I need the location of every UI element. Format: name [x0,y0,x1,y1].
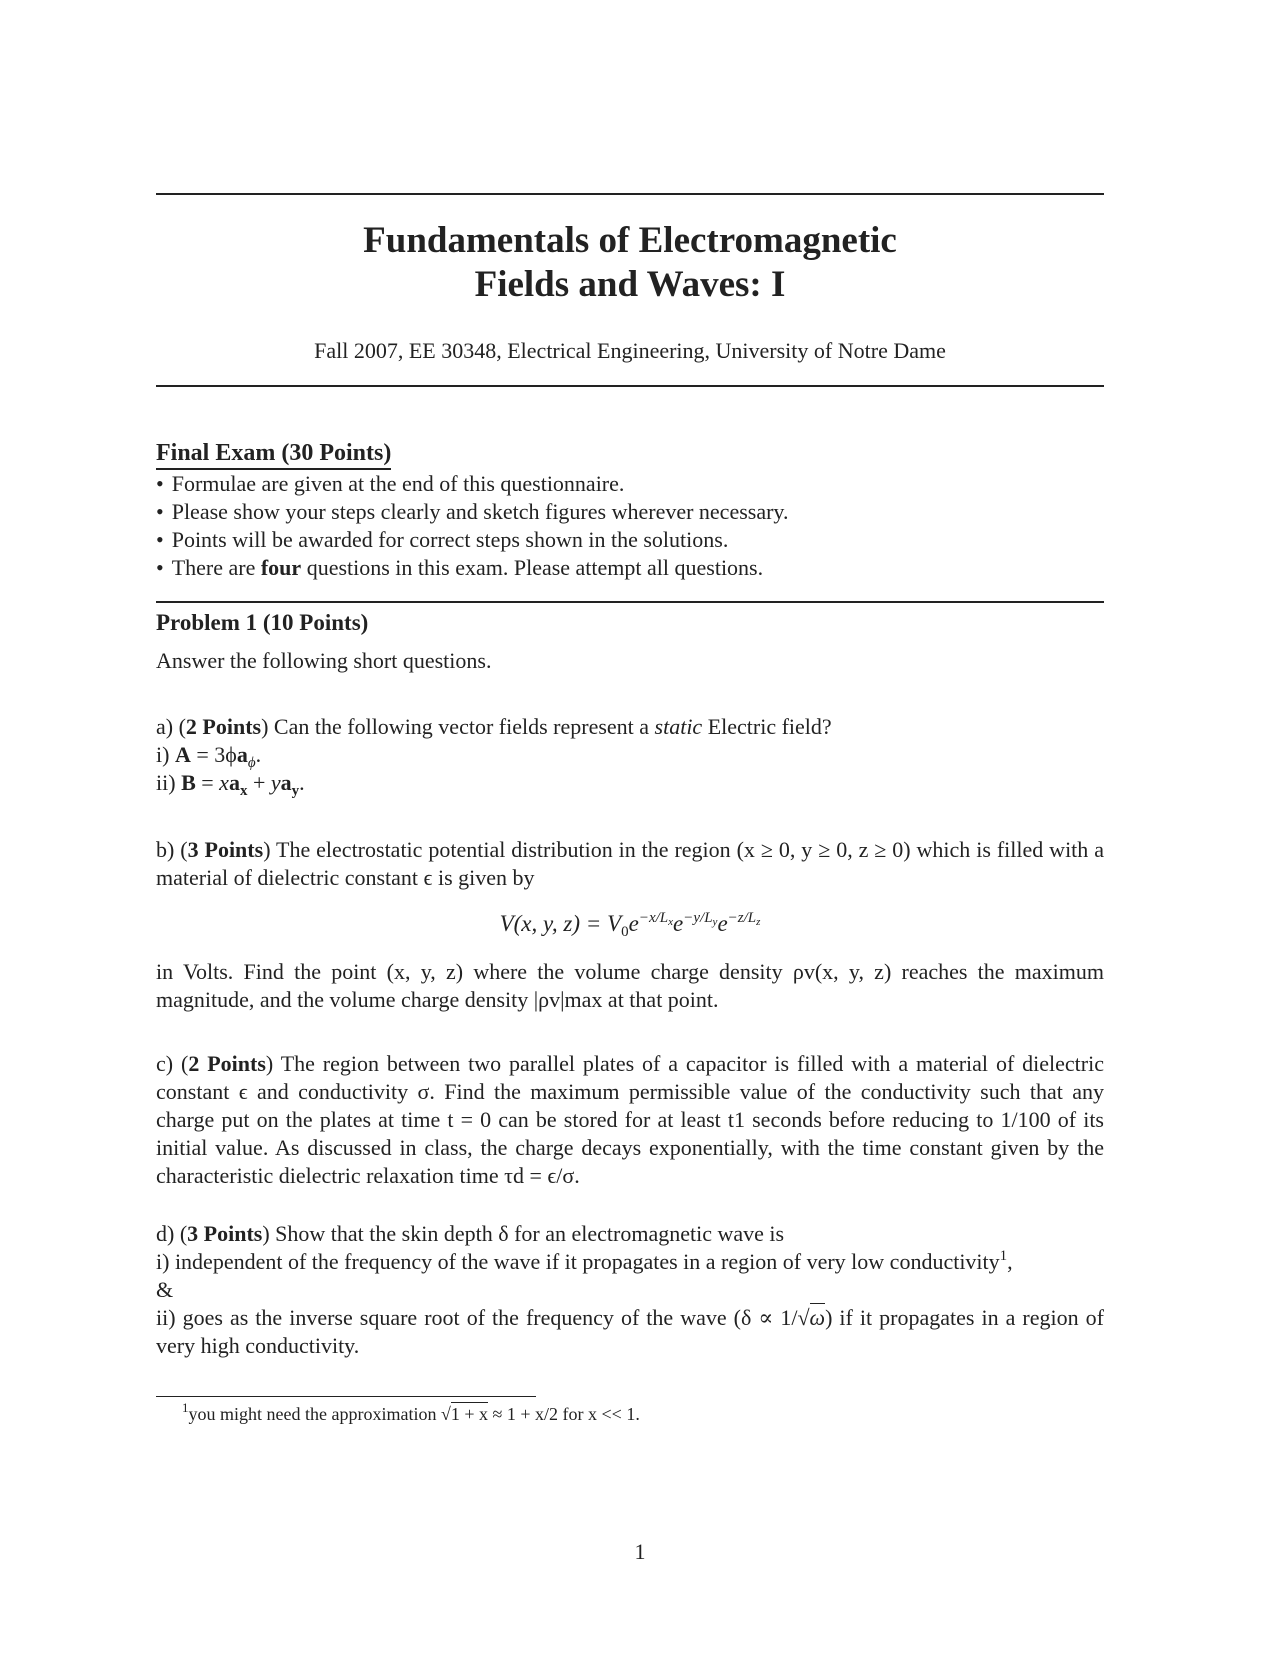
footnote-marker: 1 [182,1400,189,1415]
part-d-question [156,1220,1104,1248]
part-d [156,1220,1104,1360]
subscript: y [712,916,718,928]
unit-vector: a [228,770,240,795]
question-text: i) independent of the frequency of the wave if it propagates in a region of very low conductivity [156,1249,1000,1274]
vector-symbol: A [174,742,191,767]
exp-base: e [628,911,639,936]
top-rule [156,193,1104,195]
exam-heading: Final Exam (30 Points) [156,438,391,470]
footnote [182,1402,640,1426]
subscript: y [291,783,300,799]
part-d-ampersand: & [156,1277,174,1302]
vector-symbol: B [181,770,196,795]
instruction-item [156,554,1104,582]
part-c [156,1050,1104,1190]
math-text: + [247,770,271,795]
question-text: ii) goes as the inverse square root of the frequency of the wave (δ ∝ 1/ [156,1305,798,1330]
points-label: 3 Points [187,837,264,862]
problem-1-header [156,609,1104,675]
question-text: ) The region between two parallel plates of a capacitor is filled with a material of dielectric constant ϵ and conductivity σ. Find the maximum permissible value of the conductivity such that any charge put on the plates at time t = 0 can be stored for at least t1 seconds before reducing to 1/100 of its initial value. As discussed in class, the charge decays exponentially, with the time constant given by the characteristic dielectric relaxation time τd = ϵ/σ. [156,1051,1104,1188]
part-b [156,836,1104,1014]
exp-base: e [717,911,728,936]
subscript: z [756,916,761,928]
part-a-question [156,713,1104,741]
footnote-marker: 1 [999,1248,1008,1264]
part-label: b) ( [156,837,188,862]
exam-instructions [156,470,1104,582]
part-label: d) ( [156,1221,188,1246]
page-title-line2: Fields and Waves: I [474,264,786,305]
sqrt-symbol: √ [440,1404,451,1424]
instruction-item: • Formulae are given at the end of this questionnaire. [156,470,1104,498]
problem-heading: Problem 1 (10 Points) [156,610,369,635]
exponent: −x/L [638,910,669,926]
potential-equation [156,910,1104,938]
exponent: −y/L [683,910,713,926]
part-a [156,713,1104,797]
instruction-item: • Please show your steps clearly and sketch figures wherever necessary. [156,498,1104,526]
points-label: 2 Points [188,1051,266,1076]
part-label: a) ( [156,714,186,739]
math-variable: x [219,770,229,795]
part-label: c) ( [156,1051,189,1076]
subscript: x [239,783,248,799]
subscript: ϕ [247,755,256,771]
question-text: ) if it propagates in a region of very high conductivity. [156,1305,1104,1358]
question-text: ) The electrostatic potential distribution in the region (x ≥ 0, y ≥ 0, z ≥ 0) which is filled with a material of dielectric constant ϵ is given by [156,837,1104,890]
math-variable: y [270,770,281,795]
unit-vector: a [280,770,292,795]
question-text: ) Can the following vector fields represent a [261,714,655,739]
sqrt-argument: 1 + x [450,1404,488,1424]
exam-intro [156,438,1104,582]
question-text: Electric field? [702,714,832,739]
course-subtitle: Fall 2007, EE 30348, Electrical Engineering, University of Notre Dame [314,338,946,363]
unit-vector: a [236,742,248,767]
item-label: i) [156,742,175,767]
points-label: 2 Points [185,714,262,739]
equation-lhs: V(x, y, z) = V [499,911,622,936]
emphasis-text: static [654,714,703,739]
problem-rule [156,601,1104,603]
part-c-question [156,1050,1104,1190]
instruction-text: questions in this exam. Please attempt all questions. [301,555,764,580]
problem-intro: Answer the following short questions. [156,648,492,673]
math-text: = 3ϕ [190,742,237,767]
header-bottom-rule [156,385,1104,387]
question-text: ) Show that the skin depth δ for an electromagnetic wave is [262,1221,785,1246]
footnote-rule [156,1396,536,1397]
part-d-item-ii [156,1304,1104,1360]
part-d-item-i [156,1248,1104,1276]
part-a-item-ii: ii) $B = xa_x + ya_y$. [156,770,305,799]
sqrt-argument: ω [809,1305,826,1330]
instruction-emphasis: four [260,555,302,580]
subscript: 0 [621,924,629,940]
punctuation: , [1007,1249,1013,1274]
points-label: 3 Points [187,1221,263,1246]
subscript: x [668,916,674,928]
math-text: = [195,770,220,795]
part-b-question [156,836,1104,892]
part-a-item-i: i) $A = 3\phi a_\phi$. [156,742,262,771]
footnote-text: you might need the approximation [188,1404,441,1424]
instruction-item: • Points will be awarded for correct steps shown in the solutions. [156,526,1104,554]
footnote-text: ≈ 1 + x/2 for x << 1. [488,1404,640,1424]
item-label: ii) [156,770,182,795]
exp-base: e [673,911,684,936]
sqrt-symbol: √ [797,1305,810,1330]
exponent: −z/L [727,910,757,926]
part-b-followup: in Volts. Find the point (x, y, z) where the volume charge density ρv(x, y, z) reaches the maximum magnitude, and the volume charge density |ρv|max at that point. [156,959,1104,1012]
instruction-text: There are [171,555,261,580]
page-number: 1 [634,1539,646,1564]
page-title-line1: Fundamentals of Electromagnetic [363,220,897,261]
